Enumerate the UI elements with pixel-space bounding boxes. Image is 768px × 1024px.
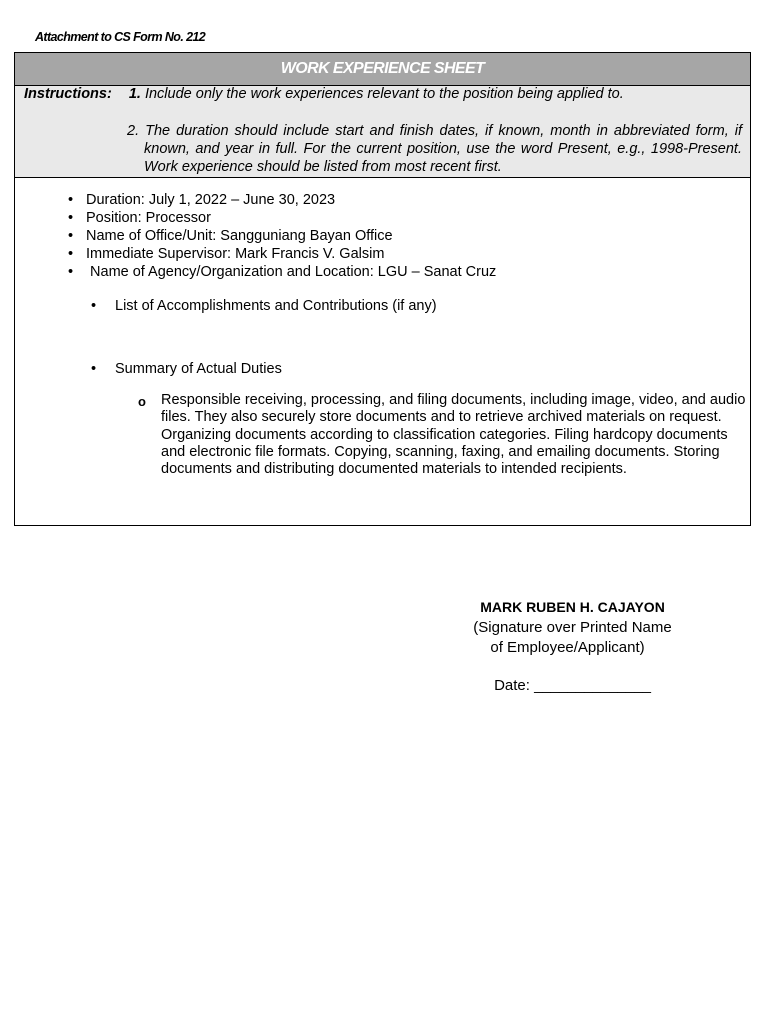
experience-details-list (67, 191, 496, 281)
attachment-label: Attachment to CS Form No. 212 (35, 30, 206, 44)
detail-agency: • Name of Agency/Organization and Location: LGU – Sanat Cruz (67, 263, 496, 281)
instruction-1 (24, 86, 624, 102)
work-experience-sheet (14, 52, 751, 526)
instruction-1-text: Include only the work experiences relevant to the position being applied to. (144, 86, 624, 102)
instructions-label: Instructions: (24, 86, 112, 102)
instructions-box (15, 86, 750, 178)
circle-bullet-icon: o (138, 394, 146, 409)
duties-text: Responsible receiving, processing, and filing documents, including image, video, and audio files. They also securely store documents and to retrieve archived materials on request. Organizing documents according to classification categories. Filing hardcopy documents and electronic file formats. Copying, scanning, faxing, and emailing documents. Storing documents and distributing documented materials to intended recipients. (161, 392, 746, 478)
duties-item (138, 392, 747, 478)
accomplishments-heading: • List of Accomplishments and Contributions (if any) (91, 297, 437, 315)
detail-supervisor: • Immediate Supervisor: Mark Francis V. Galsim (67, 245, 496, 263)
sheet-title: WORK EXPERIENCE SHEET (15, 53, 750, 86)
date-field: Date: ______________ (494, 677, 651, 694)
signature-caption-line1: (Signature over Printed Name (473, 619, 672, 636)
detail-office: • Name of Office/Unit: Sangguniang Bayan Office (67, 227, 496, 245)
detail-duration: • Duration: July 1, 2022 – June 30, 2023 (67, 191, 496, 209)
signature-caption-line2: of Employee/Applicant) (490, 639, 645, 656)
duties-heading: • Summary of Actual Duties (91, 360, 282, 378)
detail-position: • Position: Processor (67, 209, 496, 227)
instruction-2: 2. The duration should include start and finish dates, if known, month in abbreviated form, if known, and year in full. For the current position, use the word Present, e.g., 1998-Present. Work experience should be listed from most recent first. (127, 123, 742, 175)
employee-name: MARK RUBEN H. CAJAYON (480, 599, 665, 615)
instruction-1-number: 1. (128, 86, 141, 102)
